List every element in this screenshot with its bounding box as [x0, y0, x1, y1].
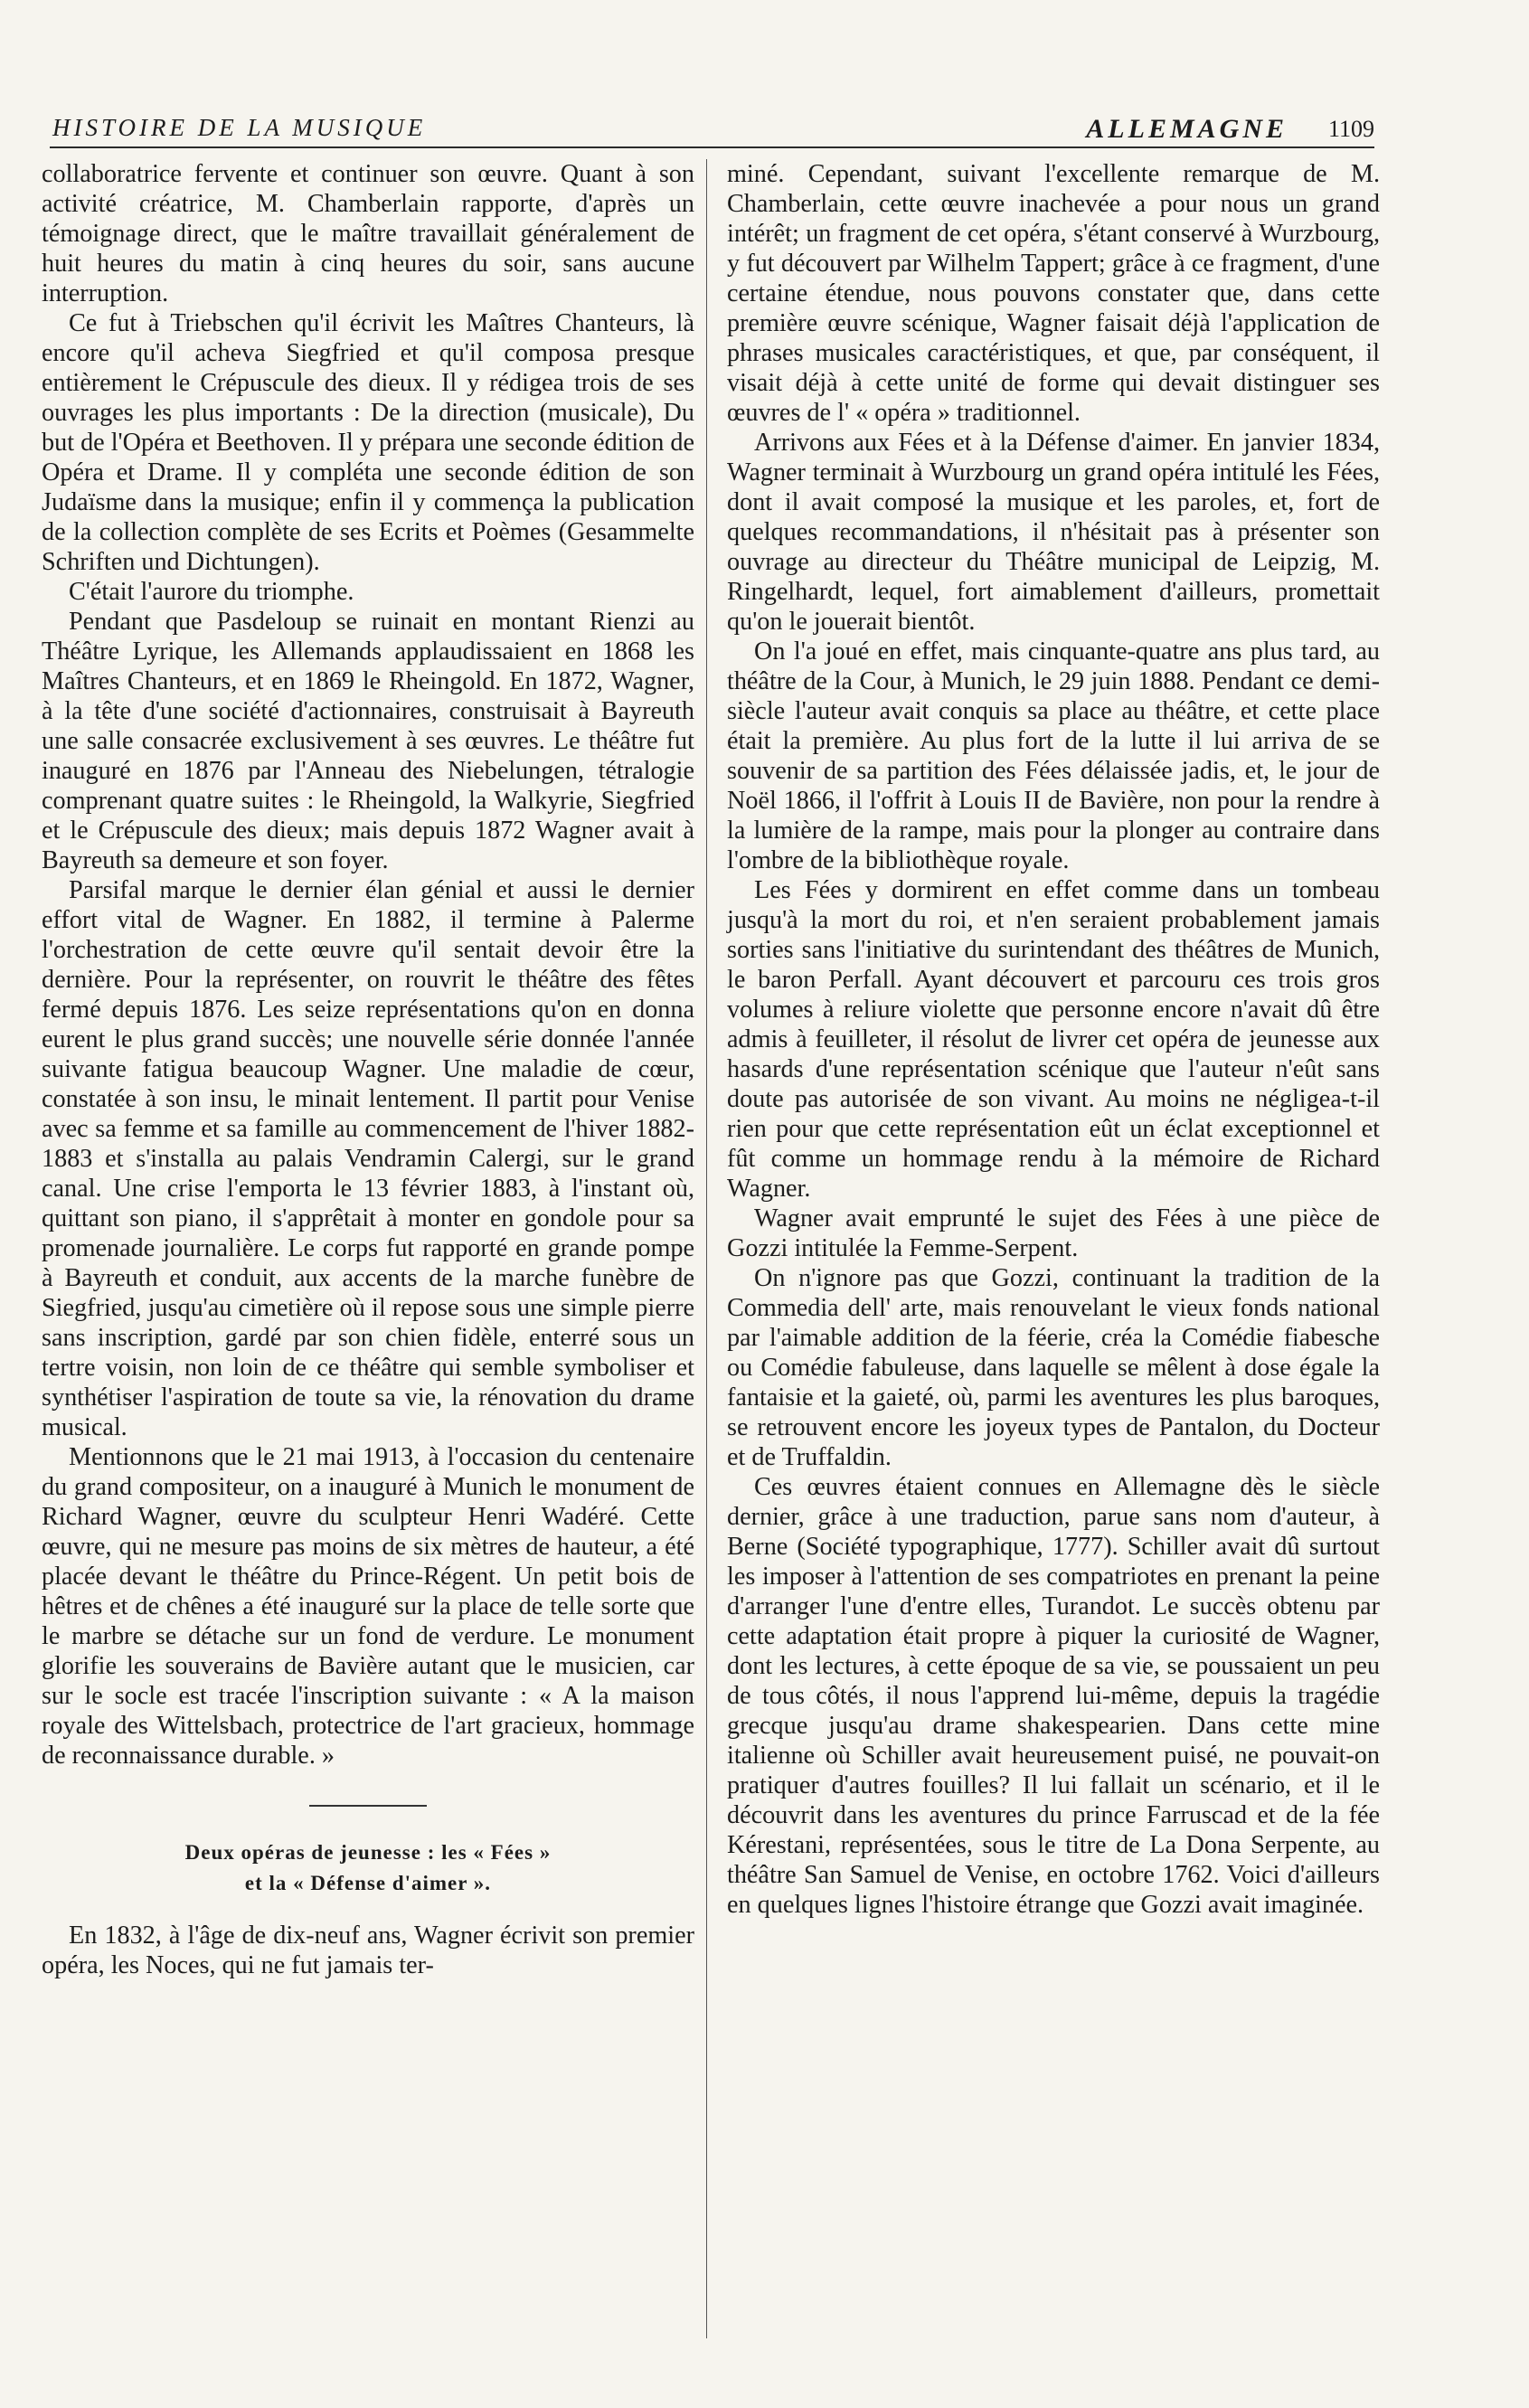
paragraph: Ce fut à Triebschen qu'il écrivit les Maîtres Chanteurs, là encore qu'il acheva Siegfried et qu'il composa presque entièrement le Crépuscule des dieux. Il y rédigea trois de ses ouvrages les plus importants : De la direction (musicale), Du but de l'Opéra et Beethoven. Il y prépara une seconde édition de Opéra et Drame. Il y compléta une seconde édition de son Judaïsme dans la musique; enfin il y commença la publication de la collection complète de ses Ecrits et Poèmes (Gesammelte Schriften und Dichtungen). — [42, 309, 695, 576]
page-number: 1109 — [1327, 116, 1374, 142]
paragraph: Parsifal marque le dernier élan génial et aussi le dernier effort vital de Wagner. En 1882, il termine à Palerme l'orchestration de cette œuvre qu'il sentait devoir être la dernière. Pour la représenter, on rouvrit le théâtre des fêtes fermé depuis 1876. Les seize représentations qu'on en donna eurent le plus grand succès; une nouvelle série donnée l'année suivante fatigua beaucoup Wagner. Une maladie de cœur, constatée à son insu, le minait lentement. Il partit pour Venise avec sa femme et sa famille au commencement de l'hiver 1882-1883 et s'installa au palais Vendramin Calergi, sur le grand canal. Une crise l'emporta le 13 février 1883, à l'instant où, quittant son piano, il s'apprêtait à monter en gondole pour sa promenade journalière. Le corps fut rapporté en grande pompe à Bayreuth et conduit, aux accents de la marche funèbre de Siegfried, jusqu'au cimetière où il repose sous une simple pierre sans inscription, gardé par son chien fidèle, enterré sous un tertre voisin, non loin de ce théâtre qui semble symboliser et synthétiser l'aspiration de toute sa vie, la rénovation du drame musical. — [42, 876, 694, 1441]
paragraph: Pendant que Pasdeloup se ruinait en montant Rienzi au Théâtre Lyrique, les Allemands applaudissaient en 1868 les Maîtres Chanteurs, et en 1869 le Rheingold. En 1872, Wagner, à la tête d'une société d'actionnaires, construisait à Bayreuth une salle consacrée exclusivement à ses œuvres. Le théâtre fut inauguré en 1876 par l'Anneau des Niebelungen, tétralogie comprenant quatre suites : le Rheingold, la Walkyrie, Siegfried et le Crépuscule des dieux; mais depuis 1872 Wagner avait à Bayreuth sa demeure et son foyer. — [42, 608, 694, 874]
section-heading-line: et la « Défense d'aimer ». — [244, 1872, 492, 1894]
paragraph: Arrivons aux Fées et à la Défense d'aimer. En janvier 1834, Wagner terminait à Wurzbourg un grand opéra intitulé les Fées, dont il avait composé la musique et les paroles, et, fort de quelques recommandations, il n'hésitait pas à présenter son ouvrage au directeur du Théâtre municipal de Leipzig, M. Ringelhardt, lequel, fort aimablement d'ailleurs, promettait qu'on le jouerait bientôt. — [727, 429, 1380, 636]
paragraph: Mentionnons que le 21 mai 1913, à l'occasion du centenaire du grand compositeur, on a inauguré à Munich le monument de Richard Wagner, œuvre du sculpteur Henri Wadéré. Cette œuvre, qui ne mesure pas moins de six mètres de hauteur, a été placée devant le théâtre du Prince-Régent. Un petit bois de hêtres et de chênes a été inauguré sur la place de telle sorte que le marbre se détache sur un fond de verdure. Le monument glorifie les souverains de Bavière autant que le musicien, car sur le socle est tracée l'inscription suivante : « A la maison royale des Wittelsbach, protectrice de l'art gracieux, hommage de reconnaissance durable. » — [42, 1443, 694, 1770]
header-rule — [50, 146, 1374, 148]
left-column — [42, 159, 694, 1980]
section-heading — [42, 1837, 694, 1899]
running-title: HISTOIRE DE LA MUSIQUE — [52, 114, 427, 141]
section-heading-line: Deux opéras de jeunesse : les « Fées » — [184, 1841, 552, 1864]
right-column — [727, 159, 1380, 1920]
section-title: ALLEMAGNE — [1086, 114, 1288, 144]
paragraph: Les Fées y dormirent en effet comme dans un tombeau jusqu'à la mort du roi, et n'en seraient probablement jamais sorties sans l'initiative du surintendant des théâtres de Munich, le baron Perfall. Ayant découvert et parcouru ces trois gros volumes à reliure violette que personne encore n'avait dû être admis à feuilleter, il résolut de livrer cet opéra de jeunesse aux hasards d'une représentation scénique que l'auteur n'eût sans doute pas autorisée de son vivant. Au moins ne négligea-t-il rien pour que cette représentation eût un éclat exceptionnel et fût comme un hommage rendu à la mémoire de Richard Wagner. — [727, 876, 1380, 1203]
paragraph: En 1832, à l'âge de dix-neuf ans, Wagner écrivit son premier opéra, les Noces, qui ne fut jamais ter- — [42, 1922, 694, 1979]
paragraph: Wagner avait emprunté le sujet des Fées à une pièce de Gozzi intitulée la Femme-Serpent. — [727, 1204, 1380, 1262]
paragraph: Ces œuvres étaient connues en Allemagne dès le siècle dernier, grâce à une traduction, parue sans nom d'auteur, à Berne (Société typographique, 1777). Schiller avait dû surtout les imposer à l'attention de ses compatriotes en prenant la peine d'arranger l'une d'entre elles, Turandot. Le succès obtenu par cette adaptation était propre à piquer la curiosité de Wagner, dont les lectures, à cette époque de sa vie, se poussaient un peu de tous côtés, il nous l'apprend lui-même, depuis la tragédie grecque jusqu'au drame shakespearien. Dans cette mine italienne où Schiller avait heureusement puisé, ne pouvait-on pratiquer d'autres fouilles? Il lui fallait un scénario, et il le découvrit dans les aventures du prince Farruscad et de la fée Kérestani, représentées, sous le titre de La Dona Serpente, au théâtre San Samuel de Venise, en octobre 1762. Voici d'ailleurs en quelques lignes l'histoire étrange que Gozzi avait imaginée. — [727, 1473, 1380, 1919]
paragraph: miné. Cependant, suivant l'excellente remarque de M. Chamberlain, cette œuvre inachevée a pour nous un grand intérêt; un fragment de cet opéra, s'étant conservé à Wurzbourg, y fut découvert par Wilhelm Tappert; grâce à ce fragment, d'une certaine étendue, nous pouvons constater que, dans cette première œuvre scénique, Wagner faisait déjà l'application de phrases musicales caractéristiques, et que, par conséquent, il visait déjà à cette unité de forme qui devait distinguer ses œuvres de l' « opéra » traditionnel. — [727, 160, 1380, 427]
section-separator — [309, 1805, 427, 1807]
column-divider — [706, 159, 707, 2338]
paragraph: On l'a joué en effet, mais cinquante-quatre ans plus tard, au théâtre de la Cour, à Munich, le 29 juin 1888. Pendant ce demi-siècle l'auteur avait conquis sa place au théâtre, et cette place était la première. Au plus fort de la lutte il lui arriva de se souvenir de sa partition des Fées délaissée jadis, et, le jour de Noël 1866, il l'offrit à Louis II de Bavière, non pour la rendre à la lumière de la rampe, mais pour la plonger au contraire dans l'ombre de la bibliothèque royale. — [727, 637, 1380, 874]
paragraph: On n'ignore pas que Gozzi, continuant la tradition de la Commedia dell' arte, mais renouvelant le vieux fonds national par l'aimable addition de la féerie, créa la Comédie fiabesche ou Comédie fabuleuse, dans laquelle se mêlent à dose égale la fantaisie et la gaieté, où, parmi les aventures les plus baroques, se retrouvent encore les joyeux types de Pantalon, du Docteur et de Truffaldin. — [727, 1264, 1380, 1471]
paragraph: C'était l'aurore du triomphe. — [69, 578, 354, 606]
page-header — [52, 114, 1374, 150]
paragraph: collaboratrice fervente et continuer son œuvre. Quant à son activité créatrice, M. Chamberlain rapporte, d'après un témoignage direct, que le maître travaillait généralement de huit heures du matin à cinq heures du soir, sans aucune interruption. — [42, 160, 694, 307]
